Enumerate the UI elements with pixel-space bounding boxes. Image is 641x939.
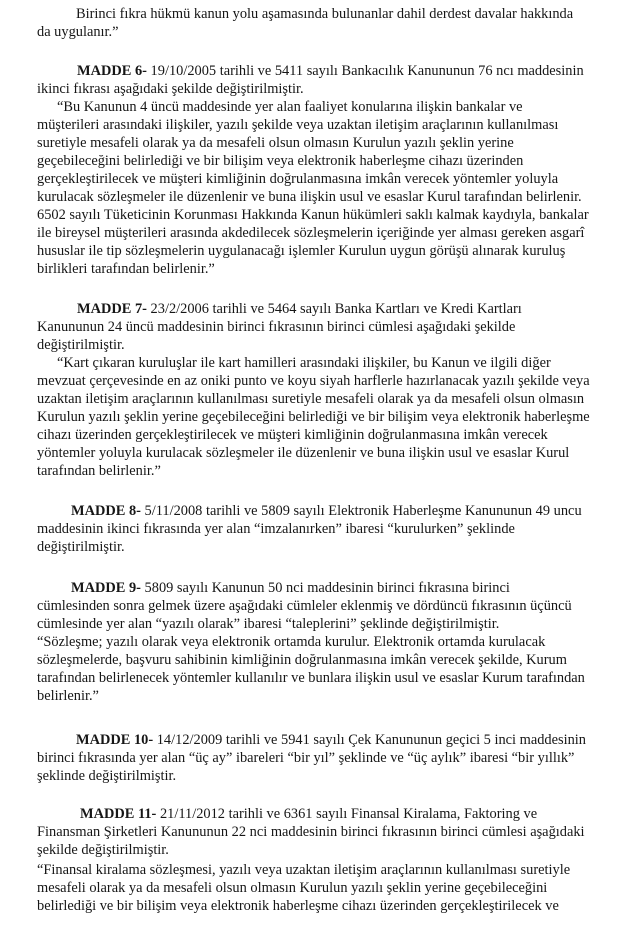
- text-line: sözleşmelerde, başvuru sahibinin kimliğinin doğrulanmasına imkân verecek şekilde, Kurum: [37, 652, 567, 668]
- text-line: 14/12/2009 tarihli ve 5941 sayılı Çek Kanununun geçici 5 inci maddesinin: [153, 732, 586, 748]
- text-line: 5/11/2008 tarihli ve 5809 sayılı Elektronik Haberleşme Kanununun 49 uncu: [140, 503, 582, 519]
- text-line: kurulacak sözleşmeler ile düzenlenir ve buna ilişkin usul ve esaslar Kurul tarafından belirlenir.: [37, 189, 582, 205]
- text-line: müşterileri arasındaki ilişkiler, yazılı şekilde veya uzaktan iletişim araçlarının kullanılması: [37, 117, 559, 133]
- text-line: değiştirilmiştir.: [37, 539, 125, 555]
- text-line: suretiyle mesafeli olarak ya da mesafeli olsun olmasın Kurulun yazılı şeklin yerine: [37, 135, 514, 151]
- text-line: “Finansal kiralama sözleşmesi, yazılı veya uzaktan iletişim araçlarının kullanılması suretiyle: [37, 862, 571, 878]
- article-heading: MADDE 9-: [71, 580, 141, 596]
- text-line: geçebileceğini belirlediği ve bir bilişim veya elektronik haberleşme cihazı üzerinden: [37, 153, 524, 169]
- article-8-first-line: [71, 503, 582, 520]
- text-line: Birinci fıkra hükmü kanun yolu aşamasında bulunanlar dahil derdest davalar hakkında: [76, 6, 574, 22]
- text-line: 21/11/2012 tarihli ve 6361 sayılı Finansal Kiralama, Faktoring ve: [156, 806, 538, 822]
- text-line: Finansman Şirketleri Kanununun 22 nci maddesinin birinci fıkrasının birinci cümlesi aşağıdaki: [37, 824, 585, 840]
- text-line: mevzuat çerçevesinde en az oniki punto ve koyu siyah harflerle hazırlanacak yazılı şekilde veya: [37, 373, 590, 389]
- text-line: Kurulun yazılı şeklin yerine geçebileceğini belirlediği ve bir bilişim veya elektronik haberleşme: [37, 409, 590, 425]
- text-line: “Bu Kanunun 4 üncü maddesinde yer alan faaliyet konularına ilişkin bankalar ve: [57, 99, 523, 115]
- text-line: cümlesinden sonra gelmek üzere aşağıdaki cümleler eklenmiş ve dördüncü fıkrasının üçüncü: [37, 598, 572, 614]
- article-6-first-line: [77, 63, 584, 80]
- text-line: hususlar ile tip sözleşmelerin uygulanacağı işlemler Kurulun uygun görüşü alınarak kuruluş: [37, 243, 566, 259]
- text-line: tarafından belirlenecek yöntemler kullanılır ve bunlara ilişkin usul ve esaslar Kurum tarafından: [37, 670, 585, 686]
- text-line: cümlesinde yer alan “yazılı olarak” ibaresi “taleplerini” şeklinde değiştirilmiştir.: [37, 616, 500, 632]
- text-line: belirlediği ve bir bilişim veya elektronik haberleşme cihazı üzerinden gerçekleştirilecek ve: [37, 898, 559, 914]
- text-line: tarafından belirlenir.”: [37, 463, 161, 479]
- text-line: maddesinin ikinci fıkrasında yer alan “imzalanırken” ibaresi “kurulurken” şeklinde: [37, 521, 515, 537]
- article-heading: MADDE 6-: [77, 63, 147, 79]
- article-11-first-line: [80, 806, 537, 823]
- text-line: birlikleri tarafından belirlenir.”: [37, 261, 215, 277]
- article-heading: MADDE 7-: [77, 301, 147, 317]
- text-line: ikinci fıkrası aşağıdaki şekilde değiştirilmiştir.: [37, 81, 304, 97]
- text-line: mesafeli olarak ya da mesafeli olsun olmasın Kurulun yazılı şeklin yerine geçebileceğini: [37, 880, 548, 896]
- article-10-first-line: [76, 732, 586, 749]
- text-line: gerçekleştirilecek ve müşteri kimliğinin doğrulanmasına imkân verecek yöntemler yoluyla: [37, 171, 559, 187]
- article-9-first-line: [71, 580, 510, 597]
- text-line: Kanununun 24 üncü maddesinin birinci fıkrasının birinci cümlesi aşağıdaki şekilde: [37, 319, 516, 335]
- text-line: “Kart çıkaran kuruluşlar ile kart hamilleri arasındaki ilişkiler, bu Kanun ve ilgili diğer: [57, 355, 551, 371]
- text-line: cihazı üzerinden gerçekleştirilecek ve müşteri kimliğinin doğrulanmasına imkân verecek: [37, 427, 548, 443]
- text-line: şeklinde değiştirilmiştir.: [37, 768, 177, 784]
- text-line: uzaktan iletişim araçlarının kullanılması suretiyle mesafeli olarak ya da mesafeli olsun olmasın: [37, 391, 585, 407]
- text-line: “Sözleşme; yazılı olarak veya elektronik ortamda kurulur. Elektronik ortamda kurulacak: [37, 634, 546, 650]
- text-line: yöntemler yoluyla kurulacak sözleşmeler ile düzenlenir ve buna ilişkin usul ve esaslar Kurul: [37, 445, 570, 461]
- text-line: 5809 sayılı Kanunun 50 nci maddesinin birinci fıkrasına birinci: [140, 580, 510, 596]
- text-line: birinci fıkrasında yer alan “üç ay” ibareleri “bir yıl” şeklinde ve “üç aylık” ibaresi “bir yıllık”: [37, 750, 575, 766]
- article-7-first-line: [77, 301, 522, 318]
- article-heading: MADDE 10-: [76, 732, 154, 748]
- text-line: da uygulanır.”: [37, 24, 119, 40]
- text-line: değiştirilmiştir.: [37, 337, 125, 353]
- text-line: 6502 sayılı Tüketicinin Korunması Hakkında Kanun hükümleri saklı kalmak kaydıyla, bankalar: [37, 207, 589, 223]
- article-heading: MADDE 11-: [80, 806, 157, 822]
- text-line: şekilde değiştirilmiştir.: [37, 842, 169, 858]
- text-line: ile bireysel müşterileri arasında akdedilecek sözleşmelerin içeriğinde yer alması gereken asgarî: [37, 225, 585, 241]
- text-line: 23/2/2006 tarihli ve 5464 sayılı Banka Kartları ve Kredi Kartları: [146, 301, 522, 317]
- article-heading: MADDE 8-: [71, 503, 141, 519]
- text-line: belirlenir.”: [37, 688, 99, 704]
- text-line: 19/10/2005 tarihli ve 5411 sayılı Bankacılık Kanununun 76 ncı maddesinin: [146, 63, 584, 79]
